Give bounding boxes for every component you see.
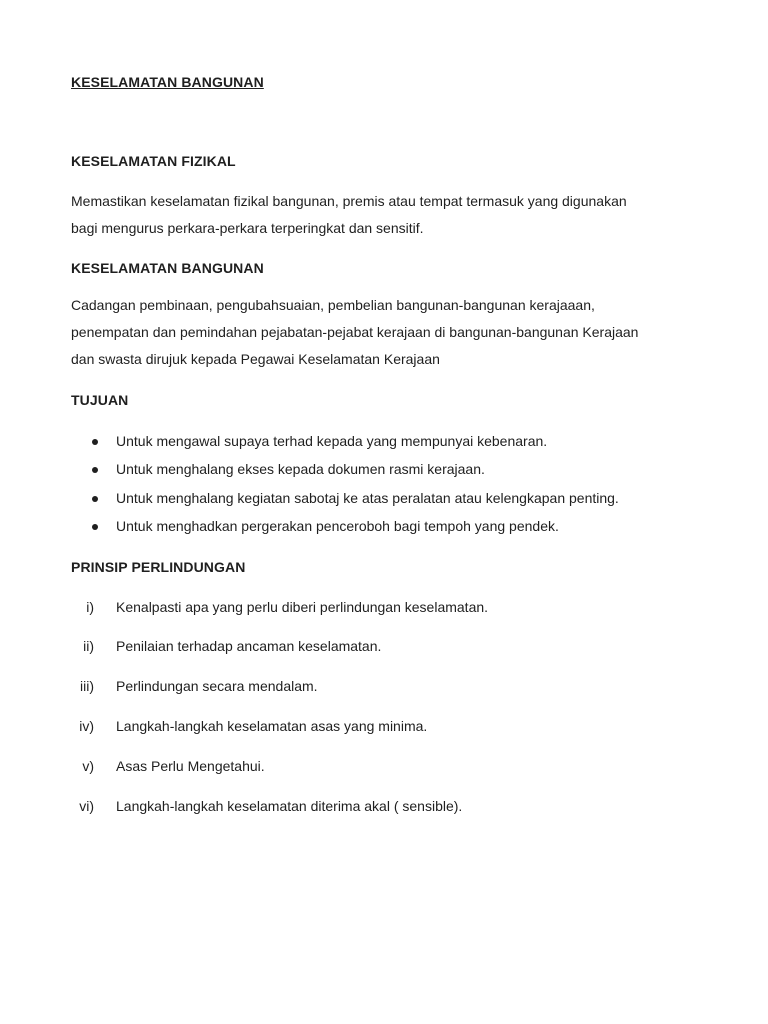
list-marker: iii): [80, 678, 94, 694]
section-heading-keselamatan-fizikal: KESELAMATAN FIZIKAL: [71, 153, 236, 169]
list-item-text: Langkah-langkah keselamatan diterima akal ( sensible).: [116, 798, 463, 814]
list-marker: v): [82, 758, 94, 774]
paragraph-line: Cadangan pembinaan, pengubahsuaian, pembelian bangunan-bangunan kerajaaan,: [71, 297, 595, 313]
list-item-text: Untuk menghalang kegiatan sabotaj ke atas peralatan atau kelengkapan penting.: [116, 490, 619, 506]
list-item-text: Asas Perlu Mengetahui.: [116, 758, 265, 774]
list-marker: ii): [83, 638, 94, 654]
bullet-icon: [92, 496, 98, 502]
paragraph-line: penempatan dan pemindahan pejabatan-pejabat kerajaan di bangunan-bangunan Kerajaan: [71, 324, 639, 340]
section-heading-tujuan: TUJUAN: [71, 392, 129, 408]
paragraph-line: bagi mengurus perkara-perkara terperingkat dan sensitif.: [71, 220, 424, 236]
list-marker: iv): [79, 718, 94, 734]
bullet-icon: [92, 439, 98, 445]
section-paragraph-keselamatan-bangunan: [71, 292, 711, 373]
list-item-text: Kenalpasti apa yang perlu diberi perlindungan keselamatan.: [116, 599, 489, 615]
paragraph-line: dan swasta dirujuk kepada Pegawai Keselamatan Kerajaan: [71, 351, 440, 367]
list-marker: i): [86, 599, 94, 615]
bullet-icon: [92, 467, 98, 473]
list-item-text: Penilaian terhadap ancaman keselamatan.: [116, 638, 382, 654]
bullet-icon: [92, 524, 98, 530]
list-item-text: Untuk menghadkan pergerakan penceroboh bagi tempoh yang pendek.: [116, 518, 559, 534]
document-title: KESELAMATAN BANGUNAN: [71, 74, 264, 90]
list-item-text: Untuk menghalang ekses kepada dokumen rasmi kerajaan.: [116, 461, 485, 477]
section-paragraph-keselamatan-fizikal: [71, 188, 711, 242]
list-marker: vi): [79, 798, 94, 814]
section-heading-prinsip-perlindungan: PRINSIP PERLINDUNGAN: [71, 559, 246, 575]
list-item-text: Perlindungan secara mendalam.: [116, 678, 318, 694]
list-item-text: Untuk mengawal supaya terhad kepada yang mempunyai kebenaran.: [116, 433, 548, 449]
paragraph-line: Memastikan keselamatan fizikal bangunan, premis atau tempat termasuk yang digunakan: [71, 193, 627, 209]
list-item-text: Langkah-langkah keselamatan asas yang minima.: [116, 718, 428, 734]
section-heading-keselamatan-bangunan: KESELAMATAN BANGUNAN: [71, 260, 264, 276]
